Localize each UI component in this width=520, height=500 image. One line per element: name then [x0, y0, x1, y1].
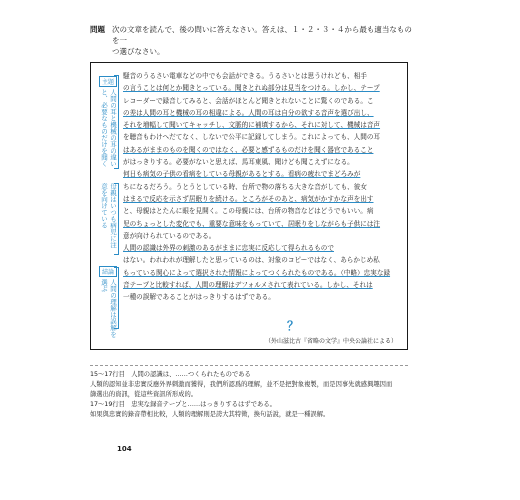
- passage-line: の言うことは何とか聞きとっている。聞きとれぬ部分は見当をつける。しかし、テープ: [123, 84, 380, 93]
- passage-line: もっている関心によって選択された情報によってつくられたものである。（中略）忠実な録: [123, 268, 391, 277]
- note-line: 篩選出的資訊，從這些資訊所形成的。: [90, 391, 198, 398]
- passage-line: 人間の認識は外界の刺激のあるがままに忠実に反応して得られるもので: [123, 244, 334, 253]
- note-line: 如果與忠實的錄音帶相比較，人類的理解則是誇大其特徵，換句話說，就是一種誤解。: [90, 411, 330, 418]
- question-mark-annotation: ？: [287, 319, 300, 333]
- bracket-3: [114, 267, 119, 329]
- passage-line: がはっきりする。必要がないと思えば、馬耳東風、聞けども聞こえずになる。: [123, 158, 354, 167]
- note-line: 15～17行目 人間の認識は、……つくられたものである: [90, 371, 251, 378]
- passage-line: はあるがままのものを聞くのではなく、必要と感ずるものだけを聞く器官であること: [123, 145, 374, 154]
- bracket-2: [114, 183, 119, 255]
- sidebar-note-1: 人間の耳と機械の耳の違いと、必要なものだけを聞く: [100, 89, 117, 167]
- instruction-line-2: つ選びなさい。: [112, 47, 165, 56]
- passage-line: はまるで反応を示さず居眠りを続ける。ところがそのあと、病気がかすかな声を出す: [123, 194, 374, 203]
- passage-line: と、母親はとたんに眼を見開く。この母親には、台所の物音などはどうでもいい。病: [123, 207, 374, 216]
- passage-line: 意が向けられているのである。: [123, 231, 216, 240]
- passage-line: はない。われわれが理解したと思っているのは、対象のコピーではなく、あらかじめ私: [123, 256, 380, 265]
- passage-frame: [90, 62, 408, 350]
- bracket-1: [114, 75, 119, 169]
- tag-theme: 主題: [99, 76, 117, 87]
- page-number: 104: [117, 445, 132, 453]
- passage-line: 一種の誤解であることがはっきりするはずである。: [123, 293, 275, 302]
- passage-line: 児のちょっとした変化でも、重要な意味をもっていて、居眠りをしながらも子供には注: [123, 219, 381, 228]
- note-line: 人類的認知並非忠實反應外界刺激而獲得，我們所認爲的理解，並不是把對象複製，而是因事先就感興趣因而: [90, 381, 393, 388]
- notes-divider: [90, 365, 408, 366]
- passage-line: 何日も病気の子供の看病をしている母親があるとする。看病の疲れでまどろみが: [123, 170, 361, 179]
- passage-source: （外山滋比古『省略の文学』中央公論社による）: [264, 338, 397, 345]
- passage-line: を聴音もわけへだてなく、しないで公平に記録してしまう。これによっても、人間の耳: [123, 133, 381, 142]
- passage-line: の差は人間の耳と機械の耳の相違による。人間の耳は自分の欲する音声を選び出し、: [123, 108, 374, 117]
- passage-line: レコーダーで録音してみると、会話がほとんど聞きとれないことに驚くのである。こ: [123, 96, 374, 105]
- question-label: 問題: [90, 25, 105, 34]
- instruction-line-1: 次の文章を読んで、後の問いに答えなさい。答えは、１・２・３・４から最も適当なものを一: [112, 25, 412, 45]
- sidebar-note-3: 人間の理解は誤解を選ぶ: [100, 279, 117, 338]
- translation-notes: [90, 362, 408, 420]
- sidebar-note-2: 母親はいつも病児に注意を向けている: [100, 183, 117, 248]
- question-instruction: [112, 24, 412, 57]
- passage-line: 騒音のうるさい電車などの中でも会話ができる。うるさいとは思うけれども、相手: [123, 72, 367, 80]
- passage-body: [123, 70, 401, 304]
- passage-line: それを増幅して聞いてキャッチし、文脈的に補填するから、それに対して、機械は音声: [123, 121, 381, 130]
- passage-line: ちになるだろう。うとうとしている時、台所で物の落ちる大きな音がしても、彼女: [123, 182, 367, 191]
- note-line: 17～19行目 忠実な録音テープと……はっきりするはずである。: [90, 401, 276, 408]
- tag-conclusion: 結論: [99, 266, 117, 277]
- passage-line: 音テープと比較すれば、人間の理解はデフォルメされて表れている。しかし、それは: [123, 281, 373, 290]
